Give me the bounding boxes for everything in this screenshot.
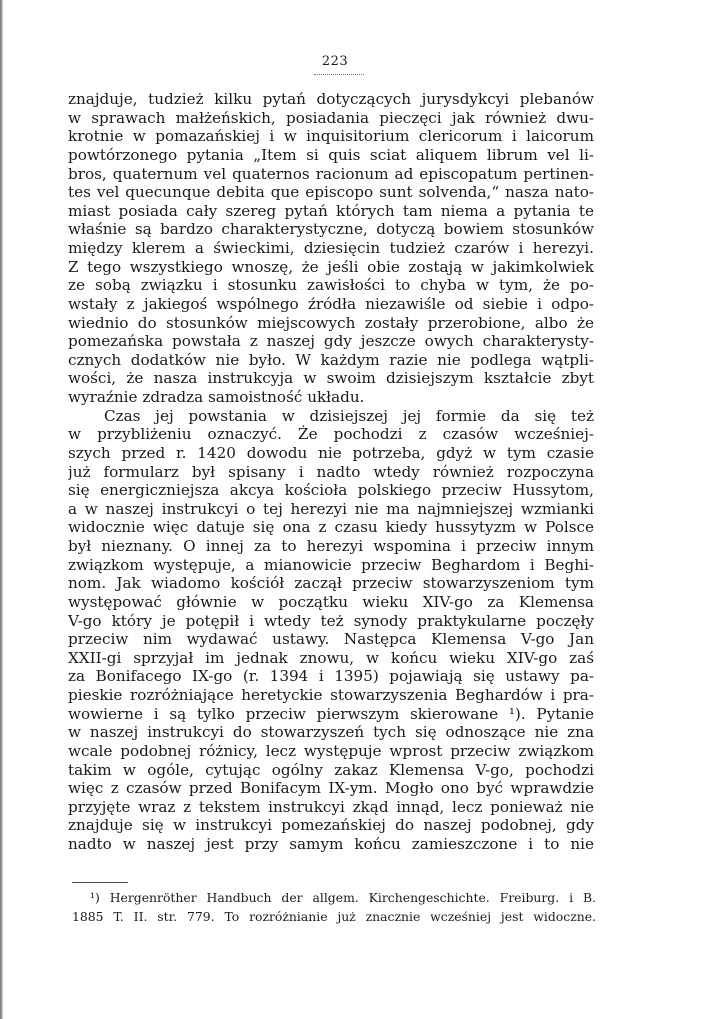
- text-line: za Bonifacego IX-go (r. 1394 i 1395) pojawiają się ustawy pa-: [68, 667, 594, 686]
- page-number: 223: [321, 54, 349, 69]
- text-line: nadto w naszej jest przy samym końcu zamieszczone i to nie: [68, 835, 594, 853]
- footnote-line: 1885 T. II. str. 779. To rozróżnianie już znacznie wcześniej jest widoczne.: [72, 909, 596, 924]
- paragraph-end-line: wyraźnie zdradza samoistność układu.: [68, 388, 365, 406]
- text-line: tes vel quecunque debita que episcopo sunt solvenda,“ nasza nato-: [68, 183, 594, 202]
- text-line: szych przed r. 1420 dowodu nie potrzeba, gdyż w tym czasie: [68, 443, 594, 462]
- text-line: miast posiada cały szereg pytań których tam niema a pytania te: [68, 201, 594, 220]
- text-line: pomezańska powstała z naszej gdy jeszcze owych charakterysty-: [68, 332, 594, 351]
- body-text: [68, 90, 594, 854]
- page-left-edge: [0, 0, 3, 1019]
- text-line: wiednio do stosunków miejscowych zostały przerobione, albo że: [68, 313, 594, 332]
- text-line: cznych dodatków nie było. W każdym razie nie podlega wątpli-: [68, 350, 594, 369]
- text-line: między klerem a świeckimi, dziesięcin tudzież czarów i herezyi.: [68, 239, 594, 257]
- text-line: znajduje, tudzież kilku pytań dotyczących jurysdykcyi plebanów: [68, 90, 594, 108]
- text-line: takim w ogóle, cytując ogólny zakaz Klemensa V-go, pochodzi: [68, 760, 594, 779]
- text-line: krotnie w pomazańskiej i w inquisitorium clericorum i laicorum: [68, 127, 594, 146]
- text-line: związkom występuje, a mianowicie przeciw Beghardom i Beghi-: [68, 555, 594, 574]
- text-line: nom. Jak wiadomo kościół zaczął przeciw stowarzyszeniom tym: [68, 574, 594, 593]
- text-line: wowierne i są tylko przeciw pierwszym skierowane ¹). Pytanie: [68, 704, 594, 723]
- text-line: w przybliżeniu oznaczyć. Że pochodzi z czasów wcześniej-: [68, 425, 594, 444]
- text-line: XXII-gi sprzyjał im jednak znowu, w końcu wieku XIV-go zaś: [68, 648, 594, 667]
- page-number-rule: [314, 74, 364, 75]
- footnotes: [72, 888, 596, 926]
- text-line: a w naszej instrukcyi o tej herezyi nie ma najmniejszej wzmianki: [68, 499, 594, 518]
- text-line: się energiczniejsza akcya kościoła polskiego przeciw Hussytom,: [68, 481, 594, 500]
- text-line: pieskie rozróżniające heretyckie stowarzyszenia Beghardów i pra-: [68, 686, 594, 704]
- text-line: wości, że nasza instrukcyja w swoim dzisiejszym kształcie zbyt: [68, 369, 594, 388]
- text-line: przyjęte wraz z tekstem instrukcyi zkąd innąd, lecz ponieważ nie: [68, 797, 594, 816]
- text-line: wstały z jakiegoś wspólnego źródła niezawiśle od siebie i odpo-: [68, 294, 594, 313]
- text-line: więc z czasów przed Bonifacym IX-ym. Mogło ono być wprawdzie: [68, 779, 594, 798]
- text-line: występować głównie w początku wieku XIV-go za Klemensa: [68, 592, 594, 611]
- text-line: w naszej instrukcyi do stowarzyszeń tych się odnoszące nie zna: [68, 723, 594, 742]
- text-line: przeciw nim wydawać ustawy. Następca Klemensa V-go Jan: [68, 630, 594, 649]
- text-line: widocznie więc datuje się ona z czasu kiedy hussytyzm w Polsce: [68, 518, 594, 537]
- text-line: właśnie są bardzo charakterystyczne, dotyczą bowiem stosunków: [68, 220, 594, 239]
- text-line: znajduje się w instrukcyi pomezańskiej do naszej podobnej, gdy: [68, 816, 594, 835]
- text-line: powtórzonego pytania „Item si quis sciat aliquem librum vel li-: [68, 145, 594, 164]
- text-line: w sprawach małżeńskich, posiadania pieczęci jak również dwu-: [68, 108, 594, 127]
- text-line: wcale podobnej różnicy, lecz występuje wprost przeciw związkom: [68, 741, 594, 760]
- paragraph-start-line: Czas jej powstania w dzisiejszej jej formie da się też: [104, 406, 594, 425]
- footnote-rule: [72, 882, 128, 883]
- text-line: bros, quaternum vel quaternos racionum ad episcopatum pertinen-: [68, 164, 594, 183]
- text-line: już formularz był spisany i nadto wtedy również rozpoczyna: [68, 462, 594, 481]
- footnote-line: ¹) Hergenröther Handbuch der allgem. Kirchengeschichte. Freiburg. i B.: [90, 890, 596, 905]
- text-line: ze sobą związku i stosunku zawisłości to chyba w tym, że po-: [68, 276, 594, 295]
- text-line: Z tego wszystkiego wnoszę, że jeśli obie zostają w jakimkolwiek: [68, 257, 594, 276]
- text-line: V-go który je potępił i wtedy też synody praktykularne poczęły: [68, 611, 594, 630]
- text-line: był nieznany. O innej za to herezyi wspomina i przeciw innym: [68, 537, 594, 555]
